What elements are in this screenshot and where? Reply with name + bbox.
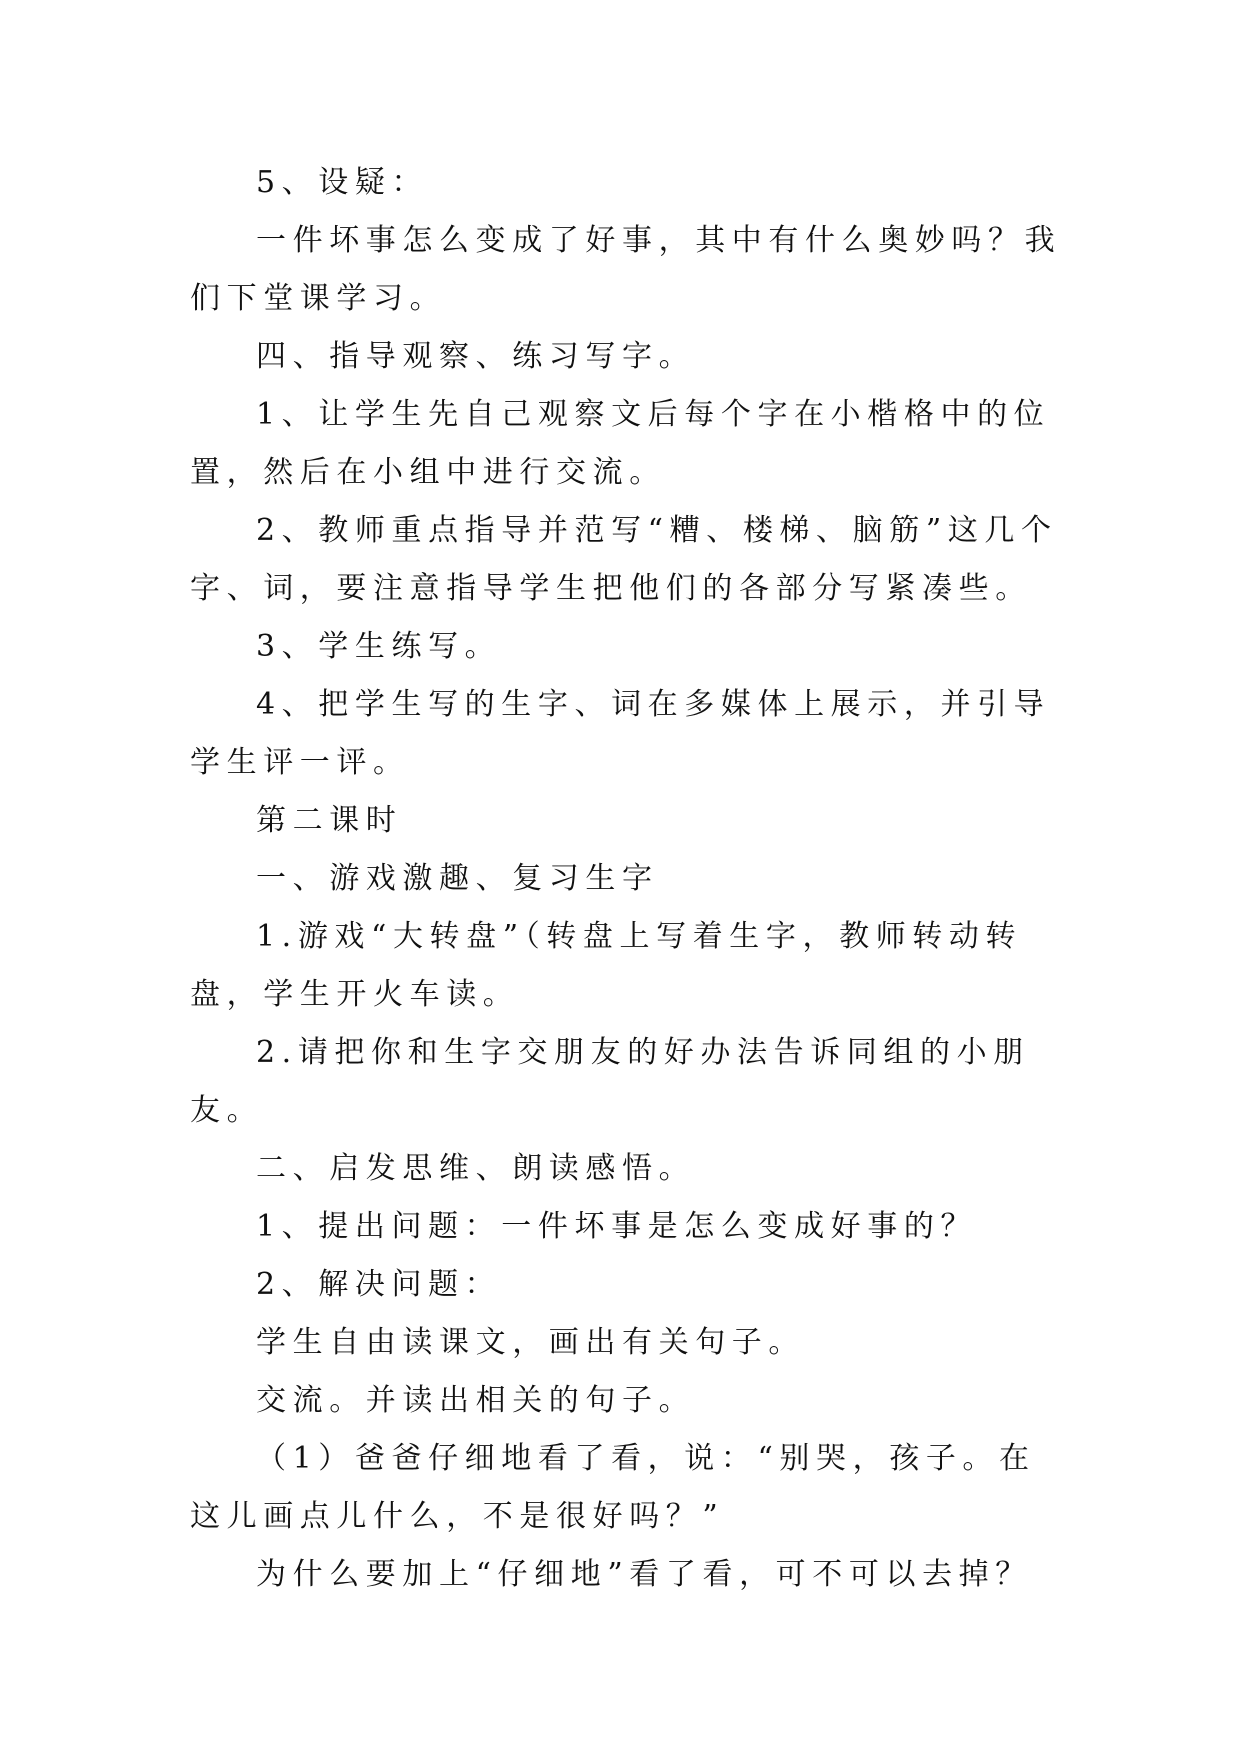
- paragraph-observe: 1、让学生先自己观察文后每个字在小楷格中的位置，然后在小组中进行交流。: [190, 397, 1051, 490]
- paragraph-teacher-demo: 2、教师重点指导并范写“糟、楼梯、脑筋”这几个字、词，要注意指导学生把他们的各部分写紧凑些。: [190, 513, 1058, 606]
- paragraph-quote-dad: （1）爸爸仔细地看了看，说：“别哭，孩子。在这儿画点儿什么，不是很好吗？”: [190, 1441, 1036, 1534]
- paragraph-bad-to-good: 一件坏事怎么变成了好事，其中有什么奥妙吗？我们下堂课学习。: [190, 223, 1062, 316]
- section-heading-thinking: 二、启发思维、朗读感悟。: [256, 1151, 696, 1186]
- paragraph-5-question: 5、设疑：: [256, 165, 429, 200]
- document-body: [190, 154, 1070, 1604]
- paragraph-solve-question: 2、解决问题：: [256, 1267, 502, 1302]
- paragraph-free-reading: 学生自由读课文，画出有关句子。: [256, 1325, 805, 1360]
- paragraph-why-carefully: 为什么要加上“仔细地”看了看，可不可以去掉？: [256, 1557, 1032, 1592]
- lesson-heading-second: 第二课时: [256, 803, 403, 838]
- paragraph-practice: 3、学生练写。: [256, 629, 502, 664]
- paragraph-display: 4、把学生写的生字、词在多媒体上展示，并引导学生评一评。: [190, 687, 1051, 780]
- paragraph-big-wheel: 1.游戏“大转盘”（转盘上写着生字，教师转动转盘，学生开火车读。: [190, 919, 1023, 1012]
- paragraph-exchange: 交流。并读出相关的句子。: [256, 1383, 696, 1418]
- paragraph-raise-question: 1、提出问题：一件坏事是怎么变成好事的？: [256, 1209, 978, 1244]
- section-heading-game: 一、游戏激趣、复习生字: [256, 861, 659, 896]
- section-heading-writing: 四、指导观察、练习写字。: [256, 339, 696, 374]
- paragraph-share-methods: 2.请把你和生字交朋友的好办法告诉同组的小朋友。: [190, 1035, 1030, 1128]
